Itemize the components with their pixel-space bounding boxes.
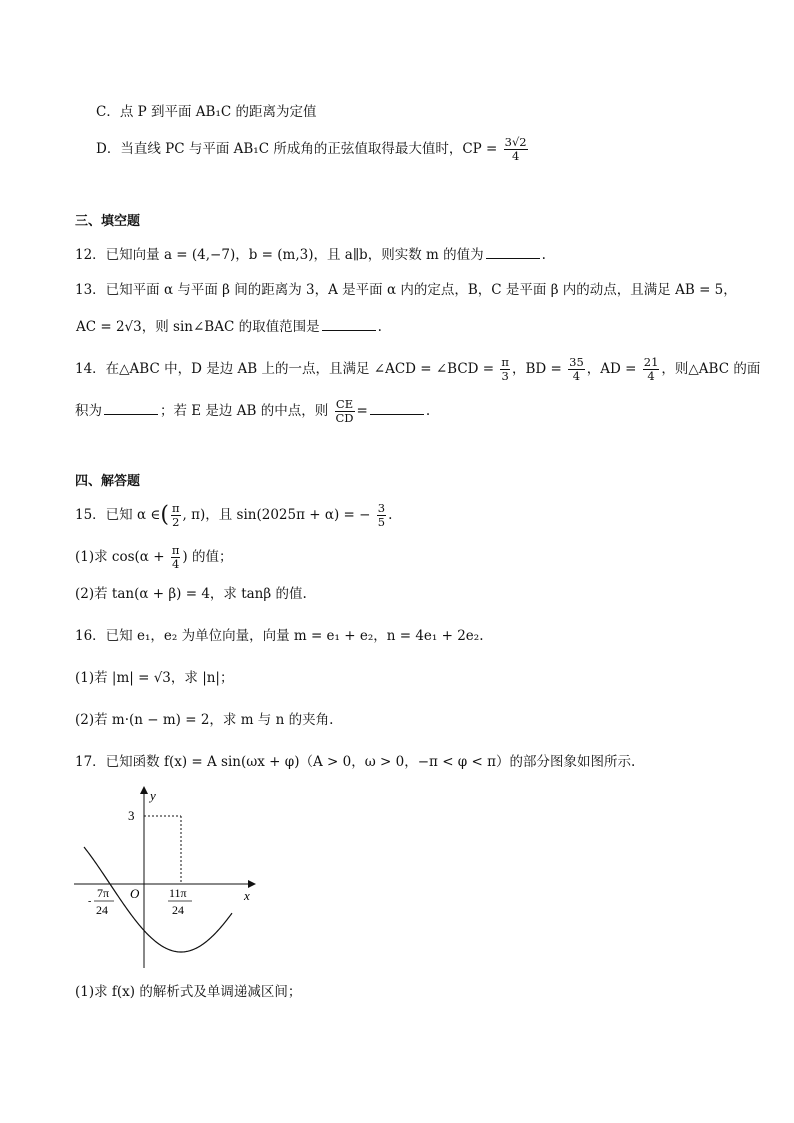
question-14-line2: 积为 ；若 E 是边 AB 的中点，则 $\frac{CE}{CD}$ = . — [75, 397, 431, 425]
x-axis-arrow — [248, 880, 256, 888]
question-12: 12．已知向量 a = (4,−7)，b = (m,3)，且 a∥b，则实数 m 的值为 . — [75, 244, 546, 265]
answer-blank — [370, 400, 424, 415]
right-num: 11π — [169, 886, 187, 900]
answer-blank — [322, 316, 376, 331]
question-17-part1: (1)求 f(x) 的解析式及单调递减区间； — [75, 984, 302, 1000]
y-axis-label: y — [150, 788, 156, 803]
option-c: C．点 P 到平面 AB₁C 的距离为定值 — [96, 104, 317, 120]
question-15: 15．已知 α ∈( $\frac{\pi}{2}$ , π)，且 sin(2025π + α) = − $\frac{3}{5}$ . — [75, 501, 393, 529]
answer-blank — [104, 400, 158, 415]
question-16: 16．已知 e₁，e₂ 为单位向量，向量 m = e₁ + e₂，n = 4e₁ + 2e₂. — [75, 628, 484, 644]
question-13-line1: 13．已知平面 α 与平面 β 间的距离为 3，A 是平面 α 内的定点，B，C 是平面 β 内的动点，且满足 AB = 5， — [75, 282, 737, 298]
question-13-line2: AC = 2√3，则 sin∠BAC 的取值范围是 . — [76, 316, 382, 337]
question-15-part2: (2)若 tan(α + β) = 4，求 tanβ 的值. — [75, 586, 307, 602]
answer-blank — [486, 244, 540, 259]
right-den: 24 — [172, 903, 184, 917]
left-sign: - — [88, 896, 92, 907]
section-4-title: 四、解答题 — [75, 474, 141, 489]
sine-graph — [70, 780, 260, 975]
y-axis-arrow — [140, 786, 148, 794]
question-16-part1: (1)若 |m| = √3，求 |n|； — [75, 670, 234, 686]
question-14-line1: 14．在△ABC 中，D 是边 AB 上的一点，且满足 ∠ACD = ∠BCD = $\frac{\pi}{3}$ ，BD = $\frac{35}{4}$ ，AD = $\frac{21}{4}$ ，则△ABC 的面 — [75, 355, 761, 383]
question-16-part2: (2)若 m·(n − m) = 2，求 m 与 n 的夹角. — [75, 712, 334, 728]
max-label: 3 — [128, 808, 135, 823]
section-3-title: 三、填空题 — [75, 214, 141, 229]
question-15-part1: (1)求 cos(α + $\frac{\pi}{4}$ ) 的值； — [75, 543, 233, 571]
origin-label: O — [130, 886, 140, 901]
option-d-fraction: $\frac{3√2}{4}$ — [504, 135, 527, 163]
left-den: 24 — [96, 903, 108, 917]
question-17: 17．已知函数 f(x) = A sin(ωx + φ)（A > 0，ω > 0，−π < φ < π）的部分图象如图所示. — [75, 754, 636, 770]
option-d: D．当直线 PC 与平面 AB₁C 所成角的正弦值取得最大值时，CP = $\frac{3√2}{4}$ — [96, 135, 527, 163]
x-axis-label: x — [244, 888, 250, 903]
left-num: 7π — [97, 886, 110, 900]
